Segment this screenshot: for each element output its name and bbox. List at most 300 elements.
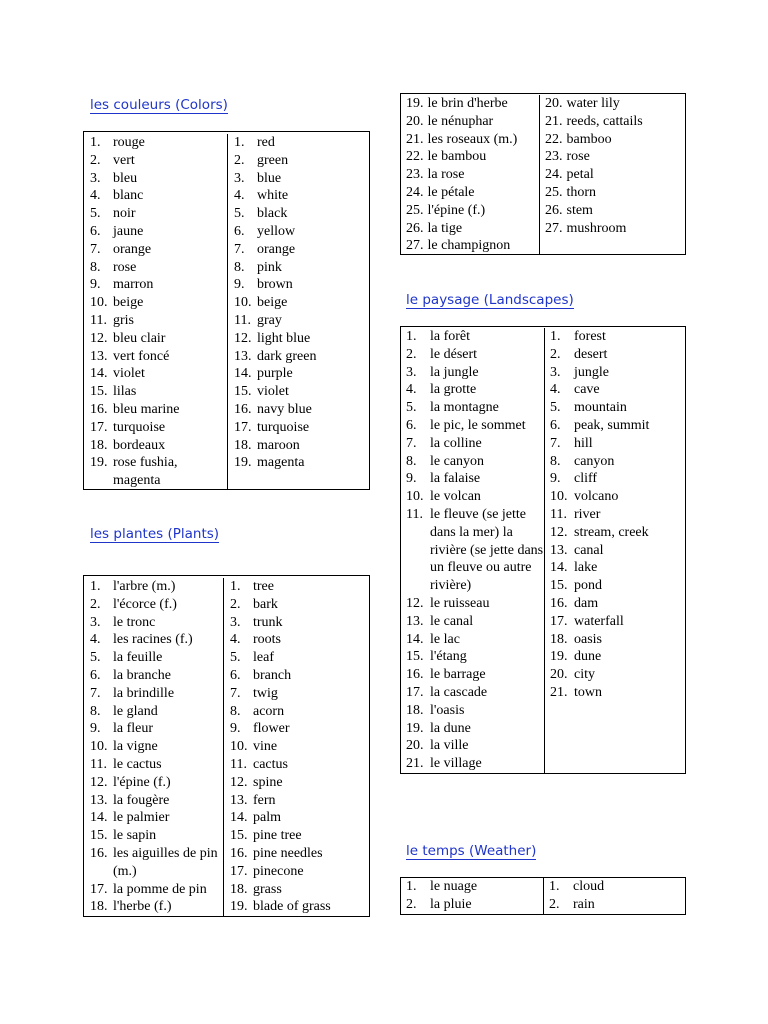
item-text: les racines (f.) bbox=[113, 632, 193, 648]
item-text: le pic, le sommet bbox=[430, 417, 526, 433]
item-text: violet bbox=[113, 366, 145, 382]
item-text: la branche bbox=[113, 667, 171, 683]
item-number: 4. bbox=[230, 632, 241, 648]
item-number: 1. bbox=[549, 879, 560, 894]
item-text: l'épine (f.) bbox=[113, 774, 171, 790]
item-number: 12. bbox=[406, 595, 424, 611]
weather-table bbox=[400, 877, 686, 915]
item-number: 15. bbox=[234, 384, 252, 400]
list-item bbox=[234, 454, 371, 472]
list-item bbox=[545, 95, 687, 113]
item-number: 14. bbox=[406, 631, 424, 647]
list-item bbox=[90, 437, 227, 455]
item-number: 23. bbox=[406, 167, 424, 183]
french-column bbox=[401, 95, 539, 255]
item-number: 19. bbox=[550, 649, 568, 665]
list-item bbox=[406, 113, 539, 131]
item-number: 5. bbox=[90, 206, 101, 222]
list-item bbox=[550, 346, 687, 364]
list-item bbox=[230, 809, 371, 827]
list-item bbox=[230, 685, 371, 703]
list-item bbox=[406, 95, 539, 113]
french-column bbox=[84, 578, 223, 916]
item-number: 16. bbox=[230, 845, 248, 861]
item-text: la montagne bbox=[430, 400, 499, 416]
item-number: 20. bbox=[406, 113, 424, 129]
item-number: 12. bbox=[90, 330, 108, 346]
list-item bbox=[90, 276, 227, 294]
item-text: jaune bbox=[113, 223, 144, 239]
item-text: cave bbox=[574, 382, 600, 398]
item-text: gris bbox=[113, 312, 134, 328]
weather-heading: le temps (Weather) bbox=[406, 843, 537, 859]
item-number: 17. bbox=[230, 863, 248, 879]
item-text: canyon bbox=[574, 453, 615, 469]
list-item bbox=[234, 152, 371, 170]
item-number: 15. bbox=[550, 578, 568, 594]
item-text: peak, summit bbox=[574, 417, 650, 433]
item-number: 13. bbox=[90, 792, 108, 808]
item-number: 18. bbox=[406, 702, 424, 718]
item-text: oasis bbox=[574, 631, 602, 647]
item-number: 18. bbox=[90, 899, 108, 915]
list-item bbox=[406, 702, 544, 720]
item-number: 14. bbox=[230, 810, 248, 826]
plants-heading: les plantes (Plants) bbox=[90, 526, 220, 542]
item-number: 8. bbox=[406, 453, 417, 469]
list-item bbox=[550, 613, 687, 631]
item-text: le tronc bbox=[113, 614, 156, 630]
item-text: noir bbox=[113, 206, 136, 222]
item-number: 20. bbox=[550, 667, 568, 683]
french-column bbox=[84, 134, 227, 490]
item-number: 12. bbox=[550, 524, 568, 540]
list-item bbox=[406, 381, 544, 399]
list-item bbox=[90, 827, 223, 845]
item-number: 17. bbox=[550, 613, 568, 629]
list-item bbox=[550, 666, 687, 684]
item-number: 3. bbox=[90, 614, 101, 630]
item-text: stream, creek bbox=[574, 524, 649, 540]
item-number: 19. bbox=[406, 720, 424, 736]
item-number: 1. bbox=[230, 579, 241, 594]
list-item bbox=[90, 383, 227, 401]
item-number: 5. bbox=[550, 400, 561, 416]
item-number: 20. bbox=[406, 738, 424, 754]
item-text: orange bbox=[113, 241, 152, 257]
item-text: le sapin bbox=[113, 828, 157, 844]
list-item bbox=[230, 845, 371, 863]
item-text: lake bbox=[574, 560, 598, 576]
list-item bbox=[230, 596, 371, 614]
list-item bbox=[406, 417, 544, 435]
list-item bbox=[90, 649, 223, 667]
item-number: 9. bbox=[90, 721, 101, 737]
item-number: 5. bbox=[90, 650, 101, 666]
item-text: les aiguilles de pin (m.) bbox=[113, 845, 218, 879]
item-text: flower bbox=[253, 721, 290, 737]
item-text: la colline bbox=[430, 435, 482, 451]
list-item bbox=[550, 559, 687, 577]
item-text: roots bbox=[253, 632, 281, 648]
list-item bbox=[90, 881, 223, 899]
item-text: grass bbox=[253, 881, 282, 897]
english-column bbox=[544, 328, 687, 773]
list-item bbox=[549, 878, 687, 896]
item-number: 10. bbox=[230, 739, 248, 755]
item-text: la tige bbox=[427, 220, 463, 236]
item-text: l'étang bbox=[430, 649, 467, 665]
list-item bbox=[550, 631, 687, 649]
landscapes-heading: le paysage (Landscapes) bbox=[406, 292, 574, 308]
item-text: turquoise bbox=[113, 419, 166, 435]
list-item bbox=[545, 202, 687, 220]
item-text: la brindille bbox=[113, 685, 175, 701]
item-number: 12. bbox=[230, 774, 248, 790]
list-item bbox=[230, 720, 371, 738]
item-text: le volcan bbox=[430, 489, 481, 505]
item-text: stem bbox=[566, 202, 593, 218]
item-text: bleu clair bbox=[113, 330, 166, 346]
item-number: 27. bbox=[545, 220, 563, 236]
list-item bbox=[545, 113, 687, 131]
item-number: 4. bbox=[90, 632, 101, 648]
item-number: 1. bbox=[90, 135, 101, 150]
list-item bbox=[406, 399, 544, 417]
list-item bbox=[230, 898, 371, 916]
item-number: 16. bbox=[90, 845, 108, 861]
item-number: 3. bbox=[550, 364, 561, 380]
item-text: bamboo bbox=[566, 131, 612, 147]
item-number: 10. bbox=[90, 739, 108, 755]
list-item bbox=[406, 488, 544, 506]
list-item bbox=[406, 613, 544, 631]
item-number: 3. bbox=[90, 170, 101, 186]
list-item bbox=[230, 578, 371, 596]
landscapes-table bbox=[400, 326, 686, 774]
list-item bbox=[90, 756, 223, 774]
item-text: pond bbox=[574, 578, 602, 594]
item-number: 14. bbox=[234, 366, 252, 382]
item-number: 16. bbox=[550, 595, 568, 611]
list-item bbox=[406, 648, 544, 666]
item-text: vert foncé bbox=[113, 348, 170, 364]
list-item bbox=[406, 506, 544, 595]
item-number: 6. bbox=[406, 417, 417, 433]
list-item bbox=[90, 134, 227, 152]
list-item bbox=[545, 166, 687, 184]
item-text: volcano bbox=[574, 489, 619, 505]
item-text: pine tree bbox=[253, 828, 302, 844]
item-number: 6. bbox=[90, 667, 101, 683]
item-text: bark bbox=[253, 596, 278, 612]
item-number: 5. bbox=[234, 206, 245, 222]
item-text: trunk bbox=[253, 614, 283, 630]
item-number: 23. bbox=[545, 149, 563, 165]
list-item bbox=[90, 614, 223, 632]
list-item bbox=[90, 667, 223, 685]
list-item bbox=[90, 631, 223, 649]
list-item bbox=[550, 524, 687, 542]
item-number: 13. bbox=[406, 613, 424, 629]
item-text: turquoise bbox=[257, 419, 310, 435]
item-number: 15. bbox=[90, 384, 108, 400]
colors-heading: les couleurs (Colors) bbox=[90, 97, 228, 113]
list-item bbox=[234, 437, 371, 455]
item-number: 18. bbox=[90, 437, 108, 453]
english-column bbox=[543, 878, 687, 914]
item-text: fern bbox=[253, 792, 276, 808]
item-number: 25. bbox=[545, 184, 563, 200]
list-item bbox=[406, 202, 539, 220]
list-item bbox=[90, 259, 227, 277]
item-text: vert bbox=[113, 152, 135, 168]
list-item bbox=[234, 205, 371, 223]
list-item bbox=[230, 792, 371, 810]
item-text: la forêt bbox=[430, 329, 471, 344]
item-text: beige bbox=[257, 295, 288, 311]
item-number: 7. bbox=[230, 685, 241, 701]
list-item bbox=[234, 134, 371, 152]
list-item bbox=[234, 294, 371, 312]
item-number: 7. bbox=[90, 685, 101, 701]
item-text: la jungle bbox=[430, 364, 479, 380]
item-number: 21. bbox=[406, 756, 424, 772]
item-number: 12. bbox=[90, 774, 108, 790]
list-item bbox=[406, 453, 544, 471]
list-item bbox=[230, 738, 371, 756]
item-text: water lily bbox=[566, 96, 620, 111]
item-text: blanc bbox=[113, 188, 144, 204]
list-item bbox=[234, 259, 371, 277]
item-number: 9. bbox=[406, 471, 417, 487]
item-number: 17. bbox=[90, 881, 108, 897]
list-item bbox=[550, 595, 687, 613]
item-text: palm bbox=[253, 810, 281, 826]
item-number: 19. bbox=[406, 96, 424, 111]
list-item bbox=[406, 364, 544, 382]
list-item bbox=[550, 364, 687, 382]
item-text: pine needles bbox=[253, 845, 323, 861]
item-text: cactus bbox=[253, 756, 288, 772]
item-text: le fleuve (se jette dans la mer) la rivière (se jette dans un fleuve ou autre rivière) bbox=[430, 506, 544, 594]
item-text: le pétale bbox=[427, 184, 475, 200]
item-number: 19. bbox=[234, 455, 252, 471]
list-item bbox=[550, 684, 687, 702]
list-item bbox=[406, 684, 544, 702]
list-item bbox=[406, 595, 544, 613]
item-number: 19. bbox=[90, 455, 108, 471]
plants-table bbox=[83, 575, 370, 917]
list-item bbox=[90, 187, 227, 205]
item-number: 16. bbox=[406, 667, 424, 683]
item-number: 15. bbox=[406, 649, 424, 665]
item-number: 18. bbox=[550, 631, 568, 647]
item-text: navy blue bbox=[257, 401, 312, 417]
item-number: 2. bbox=[90, 596, 101, 612]
item-number: 2. bbox=[230, 596, 241, 612]
item-number: 9. bbox=[234, 277, 245, 293]
item-text: la feuille bbox=[113, 650, 163, 666]
item-number: 14. bbox=[550, 560, 568, 576]
item-text: pinecone bbox=[253, 863, 304, 879]
list-item bbox=[90, 774, 223, 792]
item-text: rose bbox=[113, 259, 137, 275]
list-item bbox=[406, 737, 544, 755]
item-text: violet bbox=[257, 384, 289, 400]
list-item bbox=[406, 328, 544, 346]
item-number: 4. bbox=[406, 382, 417, 398]
item-text: black bbox=[257, 206, 288, 222]
list-item bbox=[550, 648, 687, 666]
list-item bbox=[406, 184, 539, 202]
item-text: gray bbox=[257, 312, 282, 328]
item-text: blade of grass bbox=[253, 899, 331, 915]
list-item bbox=[90, 205, 227, 223]
item-number: 16. bbox=[90, 401, 108, 417]
item-text: le canyon bbox=[430, 453, 485, 469]
item-number: 19. bbox=[230, 899, 248, 915]
list-item bbox=[90, 419, 227, 437]
list-item bbox=[90, 596, 223, 614]
list-item bbox=[90, 241, 227, 259]
item-text: dark green bbox=[257, 348, 317, 364]
item-number: 21. bbox=[406, 131, 424, 147]
item-text: le gland bbox=[113, 703, 158, 719]
list-item bbox=[90, 720, 223, 738]
item-text: hill bbox=[574, 435, 593, 451]
item-text: white bbox=[257, 188, 289, 204]
item-text: tree bbox=[253, 579, 274, 594]
list-item bbox=[550, 577, 687, 595]
list-item bbox=[230, 649, 371, 667]
list-item bbox=[230, 614, 371, 632]
item-text: waterfall bbox=[574, 613, 624, 629]
item-number: 2. bbox=[234, 152, 245, 168]
item-text: rouge bbox=[113, 135, 145, 150]
item-number: 8. bbox=[90, 259, 101, 275]
item-number: 13. bbox=[234, 348, 252, 364]
item-text: cloud bbox=[573, 879, 605, 894]
item-number: 24. bbox=[545, 167, 563, 183]
list-item bbox=[545, 148, 687, 166]
item-text: l'herbe (f.) bbox=[113, 899, 172, 915]
item-number: 5. bbox=[406, 400, 417, 416]
item-number: 4. bbox=[90, 188, 101, 204]
item-number: 3. bbox=[230, 614, 241, 630]
item-number: 9. bbox=[230, 721, 241, 737]
list-item bbox=[545, 220, 687, 238]
item-text: leaf bbox=[253, 650, 274, 666]
item-number: 14. bbox=[90, 366, 108, 382]
list-item bbox=[545, 131, 687, 149]
list-item bbox=[550, 435, 687, 453]
list-item bbox=[545, 184, 687, 202]
item-text: l'oasis bbox=[430, 702, 465, 718]
item-number: 2. bbox=[90, 152, 101, 168]
item-text: acorn bbox=[253, 703, 285, 719]
item-text: cliff bbox=[574, 471, 598, 487]
list-item bbox=[90, 312, 227, 330]
item-text: yellow bbox=[257, 223, 296, 239]
item-text: beige bbox=[113, 295, 144, 311]
item-text: l'épine (f.) bbox=[427, 202, 486, 218]
item-number: 1. bbox=[406, 329, 417, 344]
item-number: 11. bbox=[230, 756, 247, 772]
item-text: la ville bbox=[430, 738, 469, 754]
item-text: rose fushia, magenta bbox=[113, 455, 178, 489]
item-number: 13. bbox=[230, 792, 248, 808]
list-item bbox=[90, 152, 227, 170]
item-text: lilas bbox=[113, 384, 137, 400]
list-item bbox=[90, 809, 223, 827]
item-text: desert bbox=[574, 346, 608, 362]
list-item bbox=[90, 401, 227, 419]
item-text: mountain bbox=[574, 400, 627, 416]
item-number: 11. bbox=[234, 312, 251, 328]
list-item bbox=[550, 542, 687, 560]
item-text: l'écorce (f.) bbox=[113, 596, 177, 612]
item-number: 1. bbox=[406, 879, 417, 894]
item-text: dune bbox=[574, 649, 602, 665]
item-text: reeds, cattails bbox=[566, 113, 643, 129]
item-text: le village bbox=[430, 756, 482, 772]
item-text: le cactus bbox=[113, 756, 162, 772]
item-number: 2. bbox=[406, 346, 417, 362]
item-number: 10. bbox=[550, 489, 568, 505]
list-item bbox=[406, 220, 539, 238]
item-number: 6. bbox=[550, 417, 561, 433]
item-number: 1. bbox=[90, 579, 101, 594]
list-item bbox=[230, 774, 371, 792]
item-number: 11. bbox=[406, 506, 423, 522]
item-text: brown bbox=[257, 277, 293, 293]
item-number: 27. bbox=[406, 238, 424, 254]
list-item bbox=[406, 878, 543, 896]
item-number: 13. bbox=[550, 542, 568, 558]
list-item bbox=[90, 738, 223, 756]
item-text: le brin d'herbe bbox=[427, 96, 508, 111]
list-item bbox=[234, 312, 371, 330]
item-number: 17. bbox=[90, 419, 108, 435]
item-text: la pomme de pin bbox=[113, 881, 207, 897]
list-item bbox=[234, 276, 371, 294]
item-number: 22. bbox=[545, 131, 563, 147]
list-item bbox=[550, 328, 687, 346]
item-number: 5. bbox=[230, 650, 241, 666]
list-item bbox=[550, 488, 687, 506]
item-number: 21. bbox=[550, 684, 568, 700]
item-text: la cascade bbox=[430, 684, 488, 700]
list-item bbox=[406, 755, 544, 773]
item-text: la vigne bbox=[113, 739, 158, 755]
list-item bbox=[234, 348, 371, 366]
list-item bbox=[90, 348, 227, 366]
list-item bbox=[406, 237, 539, 255]
item-text: mushroom bbox=[566, 220, 627, 236]
list-item bbox=[234, 223, 371, 241]
item-number: 8. bbox=[234, 259, 245, 275]
item-number: 15. bbox=[230, 828, 248, 844]
item-text: magenta bbox=[257, 455, 305, 471]
item-text: le lac bbox=[430, 631, 460, 647]
item-number: 4. bbox=[550, 382, 561, 398]
item-number: 7. bbox=[234, 241, 245, 257]
item-text: rose bbox=[566, 149, 590, 165]
item-text: city bbox=[574, 667, 595, 683]
item-number: 2. bbox=[550, 346, 561, 362]
item-number: 15. bbox=[90, 828, 108, 844]
